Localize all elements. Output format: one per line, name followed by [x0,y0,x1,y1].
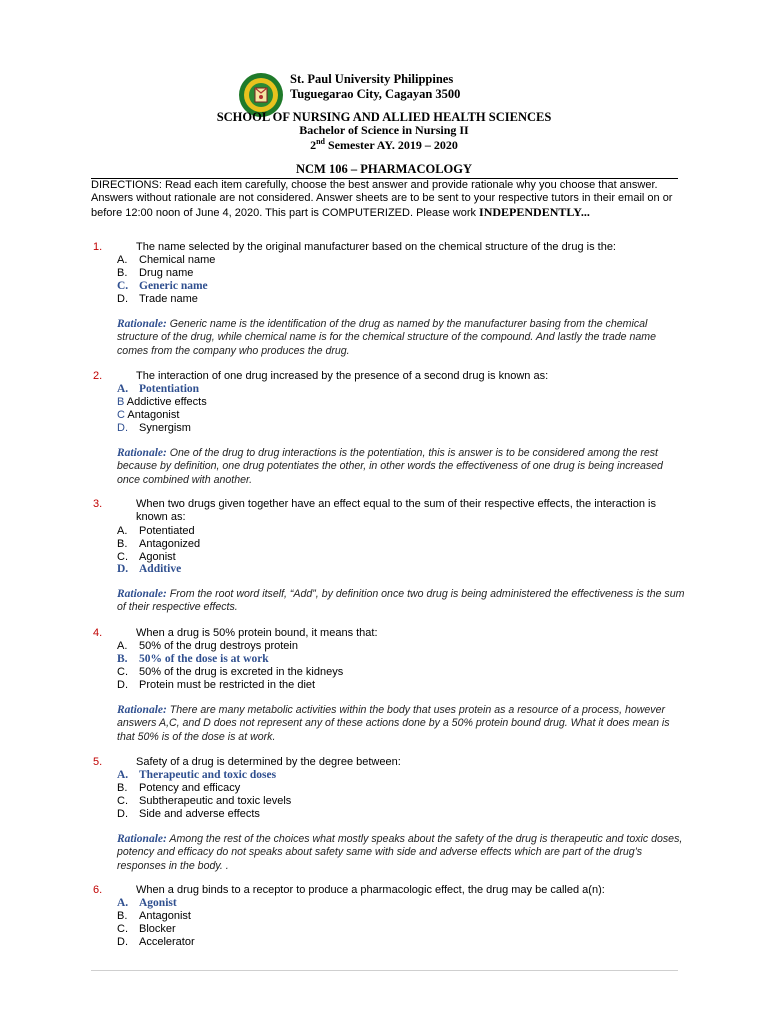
rationale-label: Rationale: [117,318,167,330]
school-name: SCHOOL OF NURSING AND ALLIED HEALTH SCIENCES [216,110,552,124]
directions-text: DIRECTIONS: Read each item carefully, choose the best answer and provide rationale why you choose that answer. Answers without rationale are not considered. Answer sheets are to be sent to your respective tutors in their email on or before 12:00 noon of June 4, 2020. This part is COMPUTERIZED. Please work [91,179,673,219]
option-a-correct: A. Potentiation [117,383,200,395]
option-c: C Antagonist [117,409,180,421]
directions-emphasis: INDEPENDENTLY... [479,204,590,219]
semester-year: Semester AY. 2019 – 2020 [325,138,458,152]
question-number: 1. [93,241,103,253]
option-a-correct: A. Therapeutic and toxic doses [117,769,277,781]
question-stem: Safety of a drug is determined by the degree between: [136,756,401,768]
question-stem: The interaction of one drug increased by the presence of a second drug is known as: [136,370,549,382]
university-city: Tuguegarao City, Cagayan 3500 [290,87,461,101]
rationale-label: Rationale: [117,447,167,459]
directions [91,179,681,220]
option-a: A. Potentiated [117,525,195,537]
question-number: 2. [93,370,103,382]
question-number: 6. [93,884,103,896]
option-b: B. Antagonized [117,538,201,550]
rationale-text: From the root word itself, “Add”, by definition once two drug is being administered the effectiveness is the sum of their respective effects. [117,588,685,614]
option-c: C. Subtherapeutic and toxic levels [117,795,292,807]
option-a: A. 50% of the drug destroys protein [117,640,298,652]
option-d: D. Protein must be restricted in the diet [117,679,316,691]
option-c: C. 50% of the drug is excreted in the kidneys [117,666,344,678]
semester-line [0,137,768,153]
program-name: Bachelor of Science in Nursing II [299,123,469,137]
question-stem: When a drug binds to a receptor to produce a pharmacologic effect, the drug may be called a(n): [136,884,605,896]
rationale-text: Among the rest of the choices what mostly speaks about the safety of the drug is therapeutic and toxic doses, potency and efficacy do not speaks about safety same with side and adverse effects which are part of the drug’s responses in the body. . [117,833,683,872]
rationale-label: Rationale: [117,588,167,600]
footer-divider [91,970,678,971]
question-number: 4. [93,627,103,639]
option-d: D. Synergism [117,422,191,434]
option-d: D. Side and adverse effects [117,808,260,820]
rationale-text: There are many metabolic activities within the body that uses protein as a resource of a process, however answers A,C, and D does not represent any of these actions done by a 50% protein bound drug. What it does mean is that 50% is of the dose is at work. [117,704,670,743]
option-d: D. Accelerator [117,936,195,948]
option-c: C. Agonist [117,551,176,563]
university-name: St. Paul University Philippines [290,72,454,86]
semester-suffix: nd [316,137,325,146]
rationale-text: Generic name is the identification of the drug as named by the manufacturer basing from the chemical structure of the drug, while chemical name is for the chemical structure of the compound. And lastly the trade name comes from the company who produces the drug. [117,318,656,357]
option-c: C. Blocker [117,923,176,935]
question-stem: The name selected by the original manufacturer based on the chemical structure of the drug is the: [136,241,616,253]
rationale [117,704,685,744]
option-d: D. Trade name [117,293,198,305]
question-number: 3. [93,498,103,510]
rationale [117,833,685,873]
option-a: A. Chemical name [117,254,216,266]
rationale [117,318,685,358]
rationale [117,588,685,615]
rationale-label: Rationale: [117,704,167,716]
option-d-correct: D. Additive [117,563,182,575]
question-number: 5. [93,756,103,768]
university-name-block [290,72,460,102]
option-b: B. Drug name [117,267,194,279]
option-b-correct: B. 50% of the dose is at work [117,653,269,665]
option-c-correct: C. Generic name [117,280,208,292]
option-b: B Addictive effects [117,396,207,408]
question-stem: When a drug is 50% protein bound, it means that: [136,627,378,639]
option-b: B. Antagonist [117,910,191,922]
course-title: NCM 106 – PHARMACOLOGY [295,162,473,176]
rationale [117,447,685,487]
question-stem: When two drugs given together have an effect equal to the sum of their respective effects, the interaction is known as: [136,498,656,524]
rationale-text: One of the drug to drug interactions is the potentiation, this is answer is to be considered among the rest because by definition, one drug potentiates the other, in other words the effectiveness of one drug is being increased once combined with another. [117,447,663,486]
semester-number: 2 [310,138,317,152]
rationale-label: Rationale: [117,833,167,845]
option-a-correct: A. Agonist [117,897,177,909]
option-b: B. Potency and efficacy [117,782,241,794]
